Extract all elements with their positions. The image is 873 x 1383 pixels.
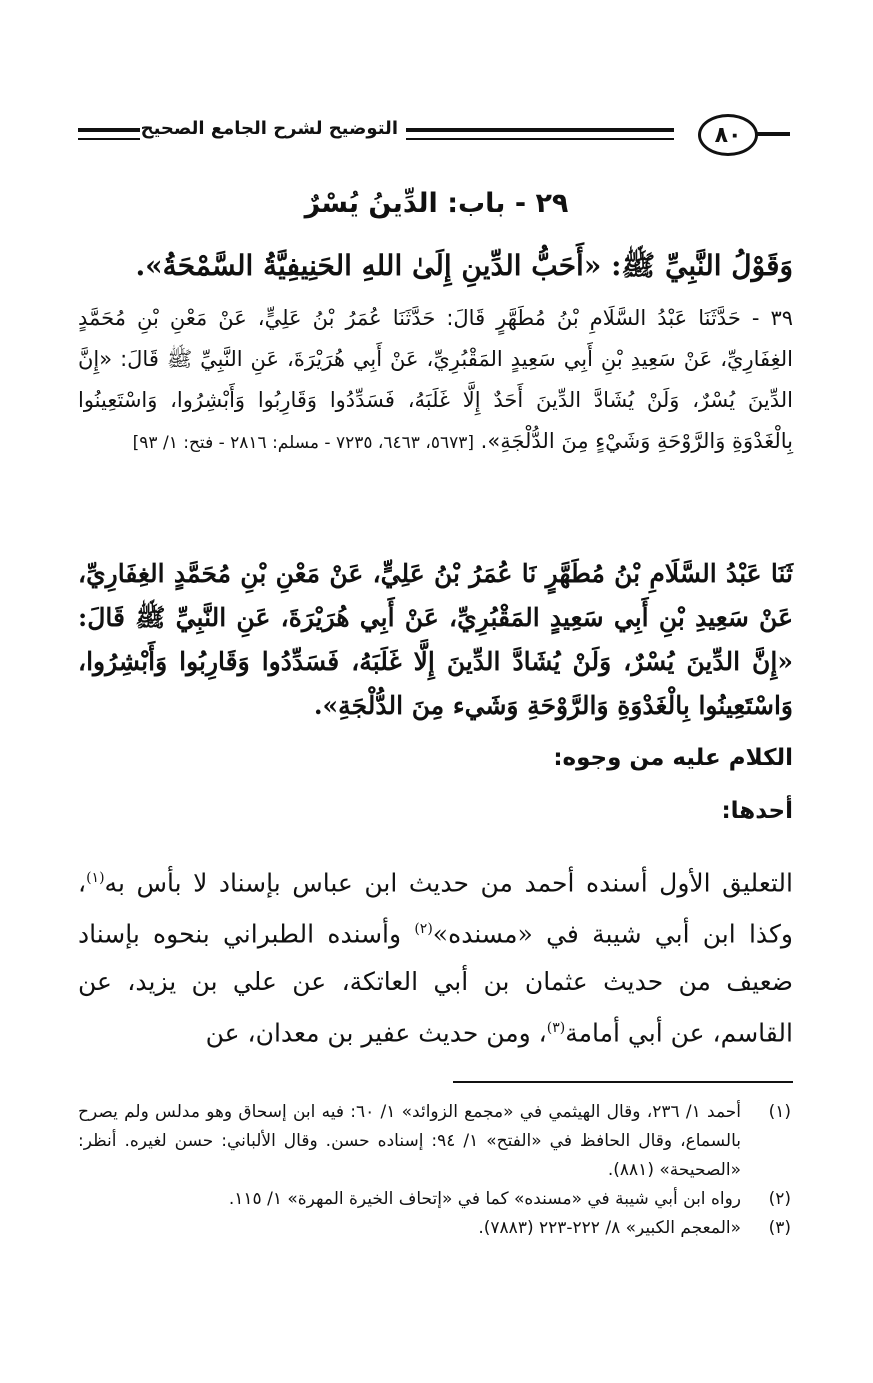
footnote-text: أحمد ١/ ٢٣٦، وقال الهيثمي في «مجمع الزوائد» ١/ ٦٠: فيه ابن إسحاق وهو مدلس ولم يصرح بالسماع، وقال الحافظ في «الفتح» ١/ ٩٤: إسناده حسن. وقال الألباني: حسن لغيره. أنظر: «الصحيحة» (٨٨١). bbox=[78, 1102, 742, 1180]
footnote-divider bbox=[453, 1081, 793, 1083]
hadith-text bbox=[78, 298, 793, 464]
commentary-paragraph bbox=[78, 855, 793, 1056]
footnote-text: رواه ابن أبي شيبة في «مسنده» كما في «إتحاف الخيرة المهرة» ١/ ١١٥. bbox=[228, 1189, 741, 1209]
running-title: التوضيح لشرح الجامع الصحيح bbox=[140, 118, 398, 139]
riwaya-text: ثَنَا عَبْدُ السَّلَامِ بْنُ مُطَهَّرٍ نَا عُمَرُ بْنُ عَلِيٍّ، عَنْ مَعْنِ بْنِ مُحَمَّدٍ الغِفَارِيِّ، عَنْ سَعِيدِ بْنِ أَبِي سَعِيدٍ المَقْبُرِيِّ، عَنْ أَبِي هُرَيْرَةَ، عَنِ النَّبِيِّ ﷺ قَالَ: «إِنَّ الدِّينَ يُسْرٌ، وَلَنْ يُشَادَّ الدِّينَ إِلَّا غَلَبَهُ، فَسَدِّدُوا وَقَارِبُوا وَأَبْشِرُوا، وَاسْتَعِينُوا بِالْغَدْوَةِ وَالرَّوْحَةِ وَشَيء مِنَ الدُّلْجَةِ». bbox=[78, 559, 793, 720]
verse-quote: وَقَوْلُ النَّبِيِّ ﷺ: «أَحَبُّ الدِّينِ إِلَىٰ اللهِ الحَنِيفِيَّةُ السَّمْحَةُ». bbox=[135, 249, 793, 282]
page-number: ٨٠ bbox=[698, 114, 758, 156]
footnote-text: «المعجم الكبير» ٨/ ٢٢٢-٢٢٣ (٧٨٨٣). bbox=[478, 1218, 741, 1238]
footnote bbox=[78, 1214, 793, 1243]
commentary-part-2: ، وكذا ابن أبي شيبة في «مسنده» bbox=[78, 868, 794, 949]
commentary-part-4: ، ومن حديث عفير بن معدان، عن bbox=[205, 1017, 547, 1047]
footnote-number: (٣) bbox=[768, 1218, 791, 1238]
footnotes bbox=[78, 1098, 793, 1243]
header-rule-mid-bottom bbox=[406, 138, 674, 140]
page-number-ornament bbox=[680, 112, 790, 160]
header-rule-right bbox=[756, 132, 790, 136]
chapter-title: ٢٩ - باب: الدِّينُ يُسْرٌ bbox=[304, 188, 569, 219]
footnote-ref-2[interactable]: (٢) bbox=[414, 921, 433, 938]
footnote bbox=[78, 1185, 793, 1214]
subsection-heading: أحدها: bbox=[721, 798, 793, 824]
hadith-references: [٥٦٧٣، ٦٤٦٣، ٧٢٣٥ - مسلم: ٢٨١٦ - فتح: ١/ ٩٣] bbox=[132, 433, 474, 453]
hadith-body: ٣٩ - حَدَّثَنَا عَبْدُ السَّلَامِ بْنُ مُطَهَّرٍ قَالَ: حَدَّثَنَا عُمَرُ بْنُ عَلِيٍّ، عَنْ مَعْنِ بْنِ مُحَمَّدٍ الغِفَارِيِّ، عَنْ سَعِيدِ بْنِ أَبِي سَعِيدٍ المَقْبُرِيِّ، عَنْ أَبِي هُرَيْرَةَ، عَنِ النَّبِيِّ ﷺ قَالَ: «إِنَّ الدِّينَ يُسْرٌ، وَلَنْ يُشَادَّ الدِّينَ أَحَدٌ إِلَّا غَلَبَهُ، فَسَدِّدُوا وَقَارِبُوا وَأَبْشِرُوا، وَاسْتَعِينُوا بِالْغَدْوَةِ وَالرَّوْحَةِ وَشَيْءٍ مِنَ الدُّلْجَةِ». bbox=[78, 306, 793, 453]
footnote-ref-1[interactable]: (١) bbox=[86, 870, 105, 886]
footnote-number: (٢) bbox=[768, 1189, 791, 1209]
footnote-number: (١) bbox=[768, 1102, 791, 1122]
header-rule-left-bottom bbox=[78, 138, 140, 140]
footnote bbox=[78, 1098, 793, 1185]
commentary-part-1: التعليق الأول أسنده أحمد من حديث ابن عباس بإسناد لا بأس به bbox=[104, 868, 793, 898]
commentary-part-3: وأسنده الطبراني بنحوه بإسناد ضعيف من حديث عثمان بن أبي العاتكة، عن علي بن يزيد، عن القاسم، عن أبي أمامة bbox=[78, 919, 793, 1047]
footnote-ref-3[interactable]: (٣) bbox=[546, 1019, 566, 1036]
running-header bbox=[78, 112, 790, 162]
header-rule-mid-top bbox=[406, 128, 674, 132]
header-rule-left-top bbox=[78, 128, 140, 132]
section-heading: الكلام عليه من وجوه: bbox=[553, 745, 793, 771]
